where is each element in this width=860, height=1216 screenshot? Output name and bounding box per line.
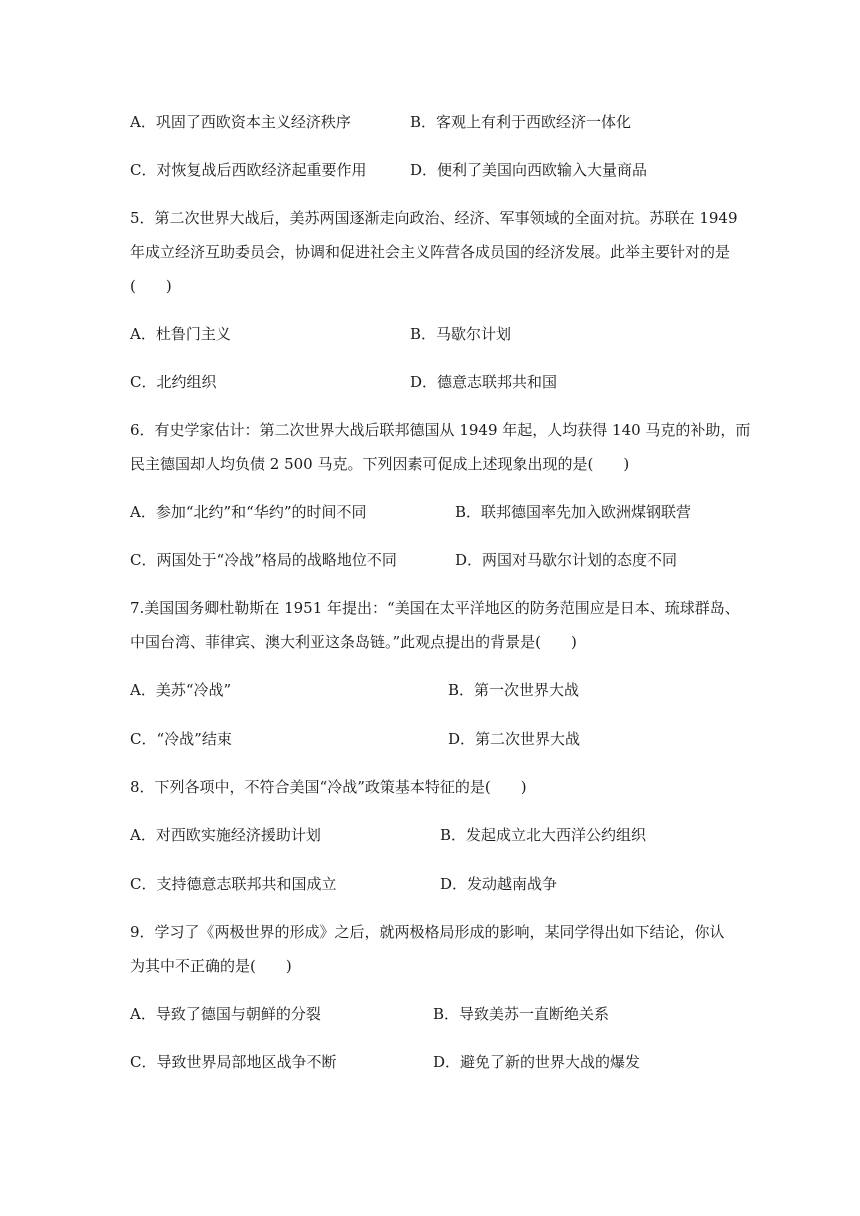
- q7-option-b: B．第一次世界大战: [448, 681, 580, 699]
- q5-option-a: A．杜鲁门主义: [130, 325, 231, 343]
- q5-stem-line-3: ( ): [130, 277, 172, 295]
- q6-option-b: B．联邦德国率先加入欧洲煤钢联营: [455, 503, 692, 521]
- q5-option-b: B．马歇尔计划: [410, 325, 512, 343]
- q7-stem-line-2: 中国台湾、菲律宾、澳大利亚这条岛链。”此观点提出的背景是( ): [130, 633, 577, 651]
- q5-option-d: D．德意志联邦共和国: [410, 373, 558, 391]
- q7-stem-line-1: 7.美国国务卿杜勒斯在 1951 年提出：“美国在太平洋地区的防务范围应是日本、琉球群岛、: [130, 599, 740, 617]
- q8-option-d: D．发动越南战争: [440, 875, 558, 893]
- q6-stem-line-2: 民主德国却人均负债 2 500 马克。下列因素可促成上述现象出现的是( ): [130, 455, 630, 473]
- q8-option-c: C．支持德意志联邦共和国成立: [130, 875, 337, 893]
- q9-option-a: A．导致了德国与朝鲜的分裂: [130, 1005, 321, 1023]
- q7-option-d: D．第二次世界大战: [448, 730, 581, 748]
- q5-stem-line-1: 5．第二次世界大战后，美苏两国逐渐走向政治、经济、军事领域的全面对抗。苏联在 1949: [130, 209, 738, 227]
- q6-stem-line-1: 6．有史学家估计：第二次世界大战后联邦德国从 1949 年起，人均获得 140 马克的补助，而: [130, 421, 751, 439]
- q8-stem-line-1: 8．下列各项中，不符合美国“冷战”政策基本特征的是( ): [130, 778, 527, 796]
- q7-option-c: C．“冷战”结束: [130, 730, 232, 748]
- q5-option-c: C．北约组织: [130, 373, 217, 391]
- q4-option-d: D．便利了美国向西欧输入大量商品: [410, 161, 648, 179]
- q9-option-b: B．导致美苏一直断绝关系: [433, 1005, 610, 1023]
- q9-stem-line-1: 9．学习了《两极世界的形成》之后，就两极格局形成的影响，某同学得出如下结论，你认: [130, 923, 725, 941]
- q9-option-c: C．导致世界局部地区战争不断: [130, 1053, 337, 1071]
- q5-stem-line-2: 年成立经济互助委员会，协调和促进社会主义阵营各成员国的经济发展。此举主要针对的是: [130, 243, 731, 261]
- q4-option-c: C．对恢复战后西欧经济起重要作用: [130, 161, 367, 179]
- q4-option-a: A．巩固了西欧资本主义经济秩序: [130, 113, 351, 131]
- q9-stem-line-2: 为其中不正确的是( ): [130, 957, 292, 975]
- q7-option-a: A．美苏“冷战”: [130, 681, 232, 699]
- q6-option-d: D．两国对马歇尔计划的态度不同: [455, 551, 678, 569]
- q9-option-d: D．避免了新的世界大战的爆发: [433, 1053, 641, 1071]
- q6-option-a: A．参加“北约”和“华约”的时间不同: [130, 503, 367, 521]
- q8-option-a: A．对西欧实施经济援助计划: [130, 826, 321, 844]
- q6-option-c: C．两国处于“冷战”格局的战略地位不同: [130, 551, 397, 569]
- q8-option-b: B．发起成立北大西洋公约组织: [440, 826, 647, 844]
- q4-option-b: B．客观上有利于西欧经济一体化: [410, 113, 632, 131]
